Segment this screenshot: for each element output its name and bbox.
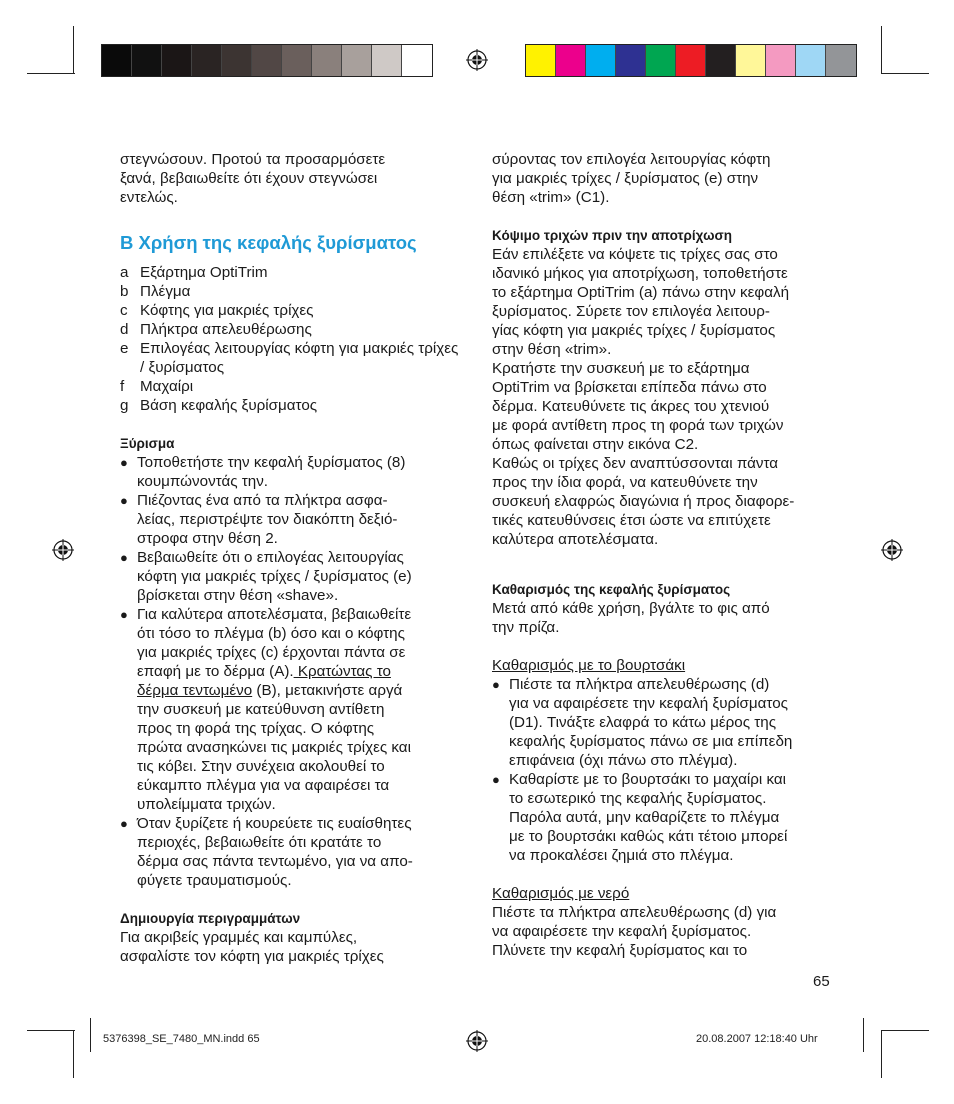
color-swatch [342,45,372,76]
crop-mark [27,73,75,74]
color-swatch [796,45,826,76]
intro-paragraph: στεγνώσουν. Προτού τα προσαρμόσετε ξανά, βεβαιωθείτε ότι έχουν στεγνώσει εντελώς. [120,151,386,206]
crop-mark [881,1030,929,1031]
color-swatch [222,45,252,76]
section-title: B Χρήση της κεφαλής ξυρίσματος [120,232,417,253]
shaving-list [120,453,465,890]
bullet-icon: ● [492,677,500,692]
color-swatch [706,45,736,76]
list-item: d Πλήκτρα απελευθέρωσης [120,321,312,338]
footer-timestamp: 20.08.2007 12:18:40 Uhr [696,1033,818,1045]
crop-mark [881,73,929,74]
color-swatch [252,45,282,76]
brush-heading: Καθαρισμός με το βουρτσάκι [492,657,686,674]
contour-heading: Δημιουργία περιγραμμάτων [120,911,301,926]
list-item: ● Βεβαιωθείτε ότι ο επιλογέας λειτουργίας κόφτη για μακριές τρίχες / ξυρίσματος (e) βρίσκεται στην θέση «shave». [120,549,412,604]
color-swatch [526,45,556,76]
list-item: b Πλέγμα [120,283,191,300]
registration-mark-icon [881,539,903,561]
crop-mark [90,1018,91,1052]
trim-paragraph: Εάν επιλέξετε να κόψετε τις τρίχες σας στο ιδανικό μήκος για αποτρίχωση, τοποθετήστε το εξάρτημα OptiTrim (a) πάνω στην κεφαλή ξυρίσματος. Σύρετε τον επιλογέα λειτουρ- γίας κόφτη για μακριές τρίχες / ξυρίσματος στην θέση «trim». Κρατήστε την συσκευή με το εξάρτημα OptiTrim να βρίσκεται επίπεδα πάνω στο δέρμα. Κατευθύνετε τις άκρες του χτενιού με φορά αντίθετη προς τη φορά των τριχών όπως φαίνεται στην εικόνα C2. Καθώς οι τρίχες δεν αναπτύσσονται πάντα προς την ίδια φορά, να κατευθύνετε την συσκευή ελαφρώς διαγώνια ή προς διαφορε- τικές κατευθύνσεις έτσι ώστε να επιτύχετε καλύτερα αποτελέσματα. [492,246,795,548]
list-item: c Κόφτης για μακριές τρίχες [120,302,314,319]
crop-mark [881,26,882,74]
bullet-icon: ● [120,493,128,508]
crop-mark [881,1030,882,1078]
color-swatch [616,45,646,76]
color-swatch [736,45,766,76]
list-item: ● Πιέστε τα πλήκτρα απελευθέρωσης (d) για να αφαιρέσετε την κεφαλή ξυρίσματος (D1). Τινάξτε ελαφρά το κάτω μέρος της κεφαλής ξυρίσματος πάνω σε μια επίπεδη επιφάνεια (όχι πάνω στο πλέγμα). [492,676,793,769]
bullet-icon: ● [120,455,128,470]
list-item: ● Όταν ξυρίζετε ή κουρεύετε τις ευαίσθητες περιοχές, βεβαιωθείτε ότι κρατάτε το δέρμα σας πάντα τεντωμένο, για να απο- φύγετε τραυματισμούς. [120,815,413,889]
registration-mark-icon [466,49,488,71]
bullet-icon: ● [120,816,128,831]
color-swatch [132,45,162,76]
contour-paragraph: Για ακριβείς γραμμές και καμπύλες, ασφαλίστε τον κόφτη για μακριές τρίχες [120,929,384,965]
parts-list [120,263,465,415]
list-item: a Εξάρτημα OptiTrim [120,264,268,281]
crop-mark [73,1030,74,1078]
bullet-icon: ● [120,607,128,622]
color-swatch [102,45,132,76]
color-swatch [826,45,856,76]
shaving-heading: Ξύρισμα [120,436,175,451]
cmyk-color-bar [525,44,857,77]
color-swatch [556,45,586,76]
list-item: ● Πιέζοντας ένα από τα πλήκτρα ασφα- λείας, περιστρέψτε τον διακόπτη δεξιό- στροφα στην θέση 2. [120,492,398,547]
list-item: f Μαχαίρι [120,378,194,395]
color-swatch [312,45,342,76]
cleaning-heading: Καθαρισμός της κεφαλής ξυρίσματος [492,582,731,597]
color-swatch [402,45,432,76]
crop-mark [27,1030,75,1031]
water-paragraph: Πιέστε τα πλήκτρα απελευθέρωσης (d) για να αφαιρέσετε την κεφαλή ξυρίσματος. Πλύνετε την κεφαλή ξυρίσματος και το [492,904,777,959]
trim-heading: Κόψιμο τριχών πριν την αποτρίχωση [492,228,733,243]
list-item: ● Καθαρίστε με το βουρτσάκι το μαχαίρι και το εσωτερικό της κεφαλής ξυρίσματος. Παρόλα αυτά, μην καθαρίζετε το πλέγμα με το βουρτσάκι καθώς κάτι τέτοιο μπορεί να προκαλέσει ζημιά στο πλέγμα. [492,771,788,864]
color-swatch [766,45,796,76]
left-column [120,150,465,966]
right-column [492,150,837,960]
color-swatch [646,45,676,76]
color-swatch [372,45,402,76]
list-item: ● Τοποθετήστε την κεφαλή ξυρίσματος (8) κουμπώνοντάς την. [120,454,406,490]
cleaning-paragraph: Μετά από κάθε χρήση, βγάλτε το φις από την πρίζα. [492,600,770,636]
water-heading: Καθαρισμός με νερό [492,885,630,902]
crop-mark [863,1018,864,1052]
list-item: ● Για καλύτερα αποτελέσματα, βεβαιωθείτε ότι τόσο το πλέγμα (b) όσο και ο κόφτης για μακριές τρίχες (c) έρχονται πάντα σε επαφή με το δέρμα (A). Κρατώντας το δέρμα τεντωμένο (B), μετακινήστε αργά την συσκευή με κατεύθυνση αντίθετη προς τη φορά της τρίχας. Ο κόφτης πρώτα ανασηκώνει τις μακριές τρίχες και τις κόβει. Στην συνέχεια ακολουθεί το εύκαμπτο πλέγμα για να αφαιρέσει τα υπολείμματα τριχών. [120,606,412,813]
registration-mark-icon [466,1030,488,1052]
page-number: 65 [813,973,830,990]
color-swatch [282,45,312,76]
intro-paragraph: σύροντας τον επιλογέα λειτουργίας κόφτη για μακριές τρίχες / ξυρίσματος (e) στην θέση «trim» (C1). [492,151,771,206]
color-swatch [676,45,706,76]
bullet-icon: ● [492,772,500,787]
color-swatch [192,45,222,76]
gray-color-bar [101,44,433,77]
color-swatch [162,45,192,76]
color-swatch [586,45,616,76]
registration-mark-icon [52,539,74,561]
list-item: g Βάση κεφαλής ξυρίσματος [120,397,318,414]
crop-mark [73,26,74,74]
brush-list [492,675,837,865]
list-item: e Επιλογέας λειτουργίας κόφτη για μακριές τρίχες / ξυρίσματος [120,340,459,376]
bullet-icon: ● [120,550,128,565]
footer-file-info: 5376398_SE_7480_MN.indd 65 [103,1033,260,1045]
